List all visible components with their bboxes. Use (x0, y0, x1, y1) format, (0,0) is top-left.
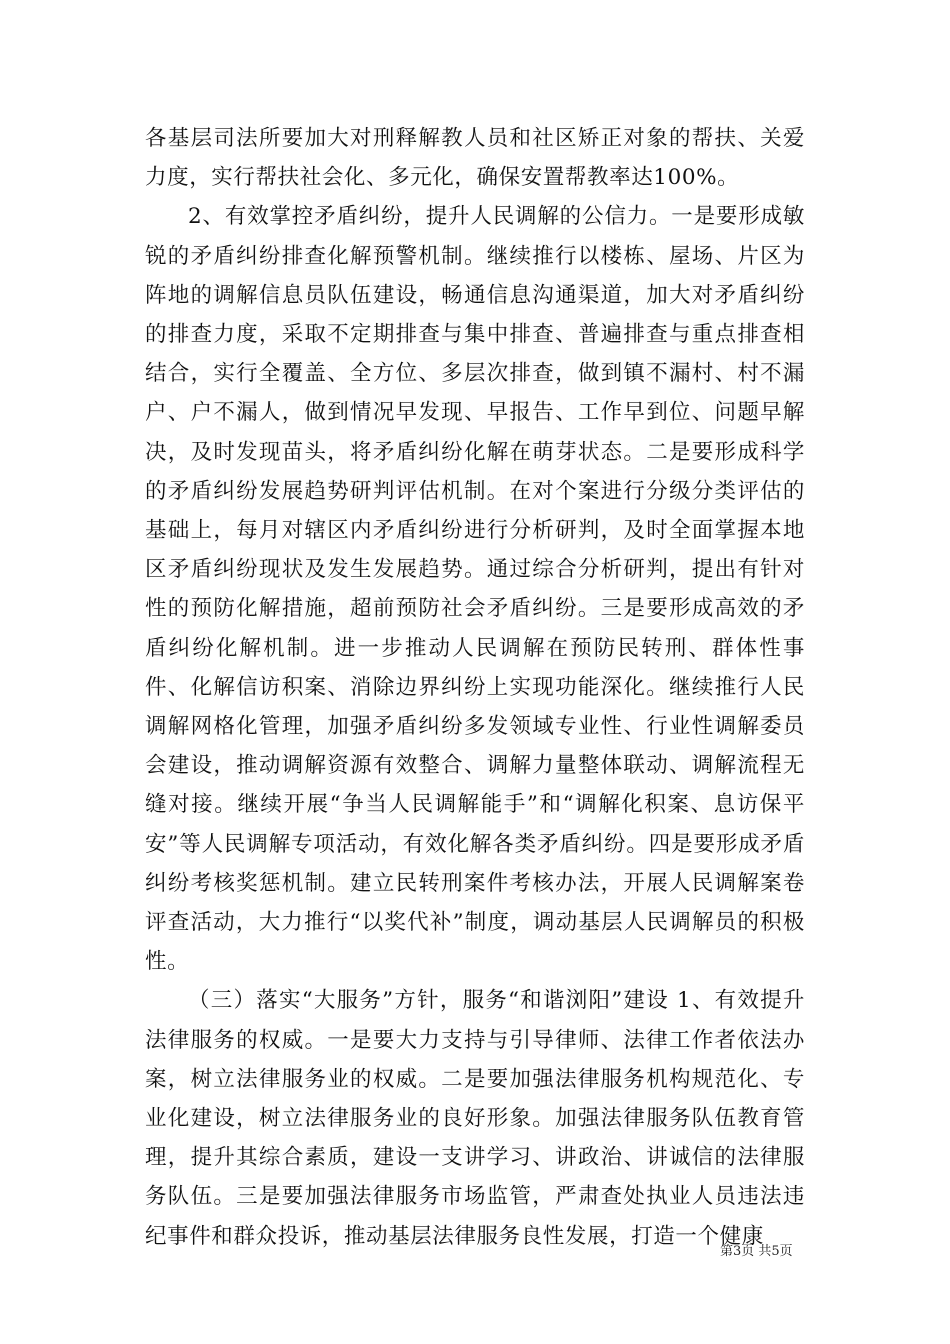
page-number-footer: 第3页 共5页 (720, 1244, 793, 1259)
paragraph-continuation: 各基层司法所要加大对刑释解教人员和社区矫正对象的帮扶、关爱力度，实行帮扶社会化、多元化，确保安置帮教率达100%。 (145, 126, 805, 191)
paragraph-legal-services: （三）落实“大服务”方针，服务“和谐浏阳”建设 1、有效提升法律服务的权威。一是要大力支持与引导律师、法律工作者依法办案，树立法律服务业的权威。二是要加强法律服务机构规范化、专业化建设，树立法律服务业的良好形象。加强法律服务队伍教育管理，提升其综合素质，建设一支讲学习、讲政治、讲诚信的法律服务队伍。三是要加强法律服务市场监管，严肃查处执业人员违法违纪事件和群众投诉，推动基层法律服务良性发展，打造一个健康 (145, 988, 805, 1249)
body-text (145, 119, 805, 1256)
paragraph-dispute-mediation: 2、有效掌控矛盾纠纷，提升人民调解的公信力。一是要形成敏锐的矛盾纠纷排查化解预警机制。继续推行以楼栋、屋场、片区为阵地的调解信息员队伍建设，畅通信息沟通渠道，加大对矛盾纠纷的排查力度，采取不定期排查与集中排查、普遍排查与重点排查相结合，实行全覆盖、全方位、多层次排查，做到镇不漏村、村不漏户、户不漏人，做到情况早发现、早报告、工作早到位、问题早解决，及时发现苗头，将矛盾纠纷化解在萌芽状态。二是要形成科学的矛盾纠纷发展趋势研判评估机制。在对个案进行分级分类评估的基础上，每月对辖区内矛盾纠纷进行分析研判，及时全面掌握本地区矛盾纠纷现状及发生发展趋势。通过综合分析研判，提出有针对性的预防化解措施，超前预防社会矛盾纠纷。三是要形成高效的矛盾纠纷化解机制。进一步推动人民调解在预防民转刑、群体性事件、化解信访积案、消除边界纠纷上实现功能深化。继续推行人民调解网格化管理，加强矛盾纠纷多发领域专业性、行业性调解委员会建设，推动调解资源有效整合、调解力量整体联动、调解流程无缝对接。继续开展“争当人民调解能手”和“调解化积案、息访保平安”等人民调解专项活动，有效化解各类矛盾纠纷。四是要形成矛盾纠纷考核奖惩机制。建立民转刑案件考核办法，开展人民调解案卷评查活动，大力推行“以奖代补”制度，调动基层人民调解员的积极性。 (145, 204, 805, 975)
